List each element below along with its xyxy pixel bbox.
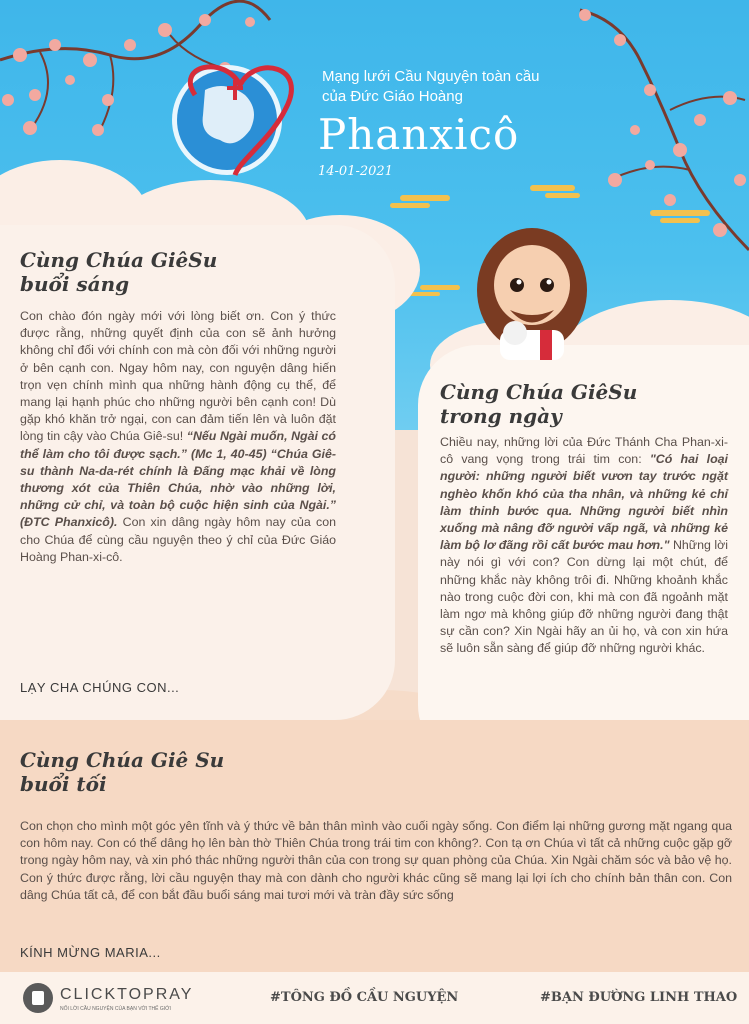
day-text	[440, 434, 728, 658]
day-text-plain: Chiều nay, những lời của Đức Thánh Cha Phan-xi-cô vang vọng trong trái tim con:	[440, 435, 728, 467]
clicktopray-logo-text: CLICKTOPRAY	[60, 986, 194, 1003]
morning-text-quote: “Nếu Ngài muốn, Ngài có thể làm cho tôi được sạch.” (Mc 1, 40-45) “Chúa Giê-su thành Na-da-rét chính là Đấng mạc khải về lòng thương xót của Thiên Chúa, nhờ vào những lời, những cử chỉ, và toàn bộ cuộc hiện sinh của Ngài.” (ĐTC Phanxicô).	[20, 429, 336, 530]
evening-prayer: KÍNH MỪNG MARIA...	[20, 945, 161, 960]
day-title-line2: trong ngày	[440, 404, 562, 428]
globe-heart-logo	[165, 55, 315, 185]
evening-title-line2: buổi tối	[20, 772, 107, 796]
day-title-line1: Cùng Chúa GiêSu	[440, 380, 638, 404]
morning-text	[20, 308, 336, 566]
hashtag-ban-duong: #BẠN ĐƯỜNG LINH THAO	[540, 990, 738, 1005]
clicktopray-logo-icon	[22, 982, 54, 1014]
header-subtitle-line2: của Đức Giáo Hoàng	[322, 88, 463, 105]
hashtag-tong-do: #TÔNG ĐỒ CẦU NGUYỆN	[270, 990, 459, 1005]
day-text-end: Những lời này nói gì với con? Con dừng lại một chút, để những khắc này không trôi đi. Những khoảnh khắc nào trong cuộc đời con, khi mà con đã ngoảnh mặt làm ngơ mà không giúp đỡ những người đang thật sự cần con? Xin Ngài hãy an ủi họ, và con xin hứa sẽ luôn sẵn sàng để giúp đỡ những người khác.	[440, 538, 728, 656]
morning-title-line2: buổi sáng	[20, 272, 130, 296]
jesus-cartoon	[470, 215, 595, 360]
header-date: 14-01-2021	[318, 164, 393, 179]
morning-text-end: Con xin dâng ngày hôm nay của con cho Chúa để cùng cầu nguyện theo ý chỉ của Đức Giáo Hoàng Phan-xi-cô.	[20, 515, 336, 564]
morning-prayer: LẠY CHA CHÚNG CON...	[20, 680, 180, 695]
evening-text: Con chọn cho mình một góc yên tĩnh và ý thức về bản thân mình vào cuối ngày sống. Con điểm lại những gương mặt ngang qua con hôm nay. Con có thể dâng họ lên bàn thờ Thiên Chúa trong trái tim con không?. Con tạ ơn Chúa vì tất cả những cuộc gặp gỡ trong ngày hôm nay, và xin phó thác những người thân của con trong sự quan phòng của Chúa. Xin Ngài chăm sóc và bảo vệ họ. Con ý thức được rằng, lời cầu nguyện thay mà con dành cho người khác cũng sẽ mang lại lợi ích cho chính bản thân con. Con dâng Chúa tất cả, để con bắt đầu buổi sáng mai tươi mới và tràn đầy sức sống	[20, 819, 732, 902]
day-text-quote: "Có hai loại người: những người biết vươn tay trước ngặt nghèo khốn khó của tha nhân, và những kẻ chỉ làm thinh bước qua. Những người biết nhìn xuống mà nâng đỡ người vấp ngã, và những kẻ làm bộ lơ đãng rồi cất bước mau hơn."	[440, 452, 729, 553]
header-subtitle-line1: Mạng lưới Cầu Nguyện toàn cầu	[322, 68, 540, 85]
header-title: Phanxicô	[318, 110, 520, 159]
clicktopray-tagline: NỐI LỜI CẦU NGUYỆN CỦA BẠN VỚI THẾ GIỚI	[60, 1006, 171, 1012]
evening-title-line1: Cùng Chúa Giê Su	[20, 748, 225, 772]
morning-title-line1: Cùng Chúa GiêSu	[20, 248, 218, 272]
morning-text-plain: Con chào đón ngày mới với lòng biết ơn. Con ý thức được rằng, những quyết định của con sẽ ảnh hưởng không chỉ đối với chính con mà còn đối với những người ở bên cạnh con. Ngay hôm nay, con nguyện dâng hiến trọn vẹn chính mình qua những hành động cụ thể, để mang lại hạnh phúc cho những người bên cạnh con! Dù gặp khó khăn trở ngại, con can đảm tiến lên và luôn đặt lòng tin cậy vào Chúa Giê-su!	[20, 309, 336, 444]
